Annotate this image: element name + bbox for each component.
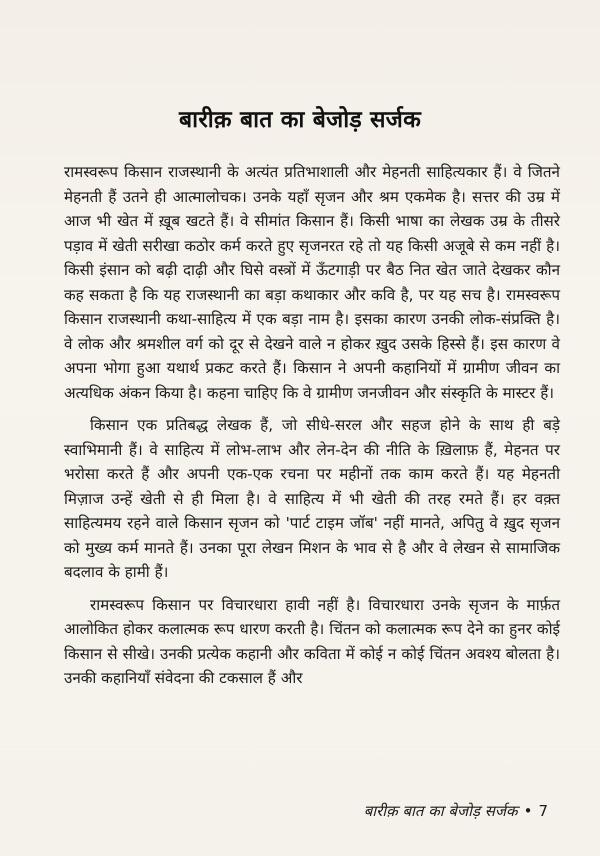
paragraph-3: रामस्वरूप किसान पर विचारधारा हावी नहीं है। विचारधारा उनके सृजन के मार्फ़त आलोकित होकर कलात्मक रूप धारण करती है। चिंतन को कलात्मक रूप देने का हुनर कोई किसान से सीखे। उनकी प्रत्येक कहानी और कविता में कोई न कोई चिंतन अवश्य बोलता है। उनकी कहानियाँ संवेदना की टकसाल हैं और xyxy=(64,595,560,687)
body-text xyxy=(64,160,560,691)
page-footer xyxy=(364,801,548,821)
chapter-title: बारीक़ बात का बेजोड़ सर्जक xyxy=(179,107,421,134)
footer-bullet: • xyxy=(523,802,533,820)
paragraph-1: रामस्वरूप किसान राजस्थानी के अत्यंत प्रतिभाशाली और मेहनती साहित्यकार हैं। वे जितने मेहनती हैं उतने ही आत्मालोचक। उनके यहाँ सृजन और श्रम एकमेक है। सत्तर की उम्र में आज भी खेत में ख़ूब खटते हैं। वे सीमांत किसान हैं। किसी भाषा का लेखक उम्र के तीसरे पड़ाव में खेती सरीखा कठोर कर्म करते हुए सृजनरत रहे तो यह किसी अजूबे से कम नहीं है। किसी इंसान को बढ़ी दाढ़ी और घिसे वस्त्रों में ऊँटगाड़ी पर बैठ नित खेत जाते देखकर कौन कह सकता है कि यह राजस्थानी का बड़ा कथाकार और कवि है, पर यह सच है। रामस्वरूप किसान राजस्थानी कथा-साहित्य में एक बड़ा नाम है। इसका कारण उनकी लोक-संप्रक्ति है। वे लोक और श्रमशील वर्ग को दूर से देखने वाले न होकर ख़ुद उसके हिस्से हैं। इस कारण वे अपना भोगा हुआ यथार्थ प्रकट करते हैं। किसान ने अपनी कहानियों में ग्रामीण जीवन का अत्यधिक अंकन किया है। कहना चाहिए कि वे ग्रामीण जनजीवन और संस्कृति के मास्टर हैं। xyxy=(64,163,560,402)
running-title: बारीक़ बात का बेजोड़ सर्जक xyxy=(363,802,518,820)
paragraph-2: किसान एक प्रतिबद्ध लेखक हैं, जो सीधे-सरल और सहज होने के साथ ही बड़े स्वाभिमानी हैं। वे साहित्य में लोभ-लाभ और लेन-देन की नीति के ख़िलाफ़ हैं, मेहनत पर भरोसा करते हैं और अपनी एक-एक रचना पर महीनों तक काम करते हैं। यह मेहनती मिज़ाज उन्हें खेती से ही मिला है। वे साहित्य में भी खेती की तरह रमते हैं। हर वक़्त साहित्यमय रहने वाले किसान सृजन को 'पार्ट टाइम जॉब' नहीं मानते, अपितु वे ख़ुद सृजन को मुख्य कर्म मानते हैं। उनका पूरा लेखन मिशन के भाव से है और वे लेखन से सामाजिक बदलाव के हामी हैं। xyxy=(64,416,560,581)
page-number: 7 xyxy=(538,802,548,820)
